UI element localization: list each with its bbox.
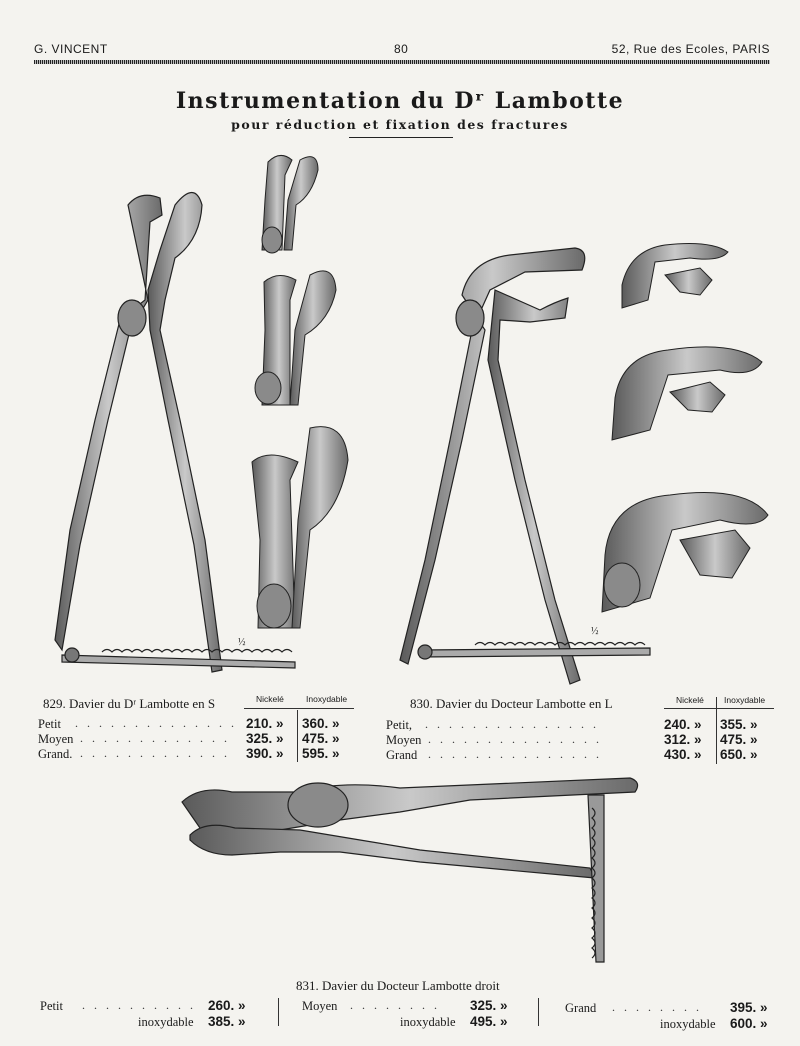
page-subtitle: pour réduction et fixation des fractures bbox=[231, 117, 569, 132]
row-label-830-grand: Grand bbox=[386, 748, 418, 762]
price-830-grand-nickele: 430. » bbox=[664, 747, 702, 762]
col-header-nickele-829: Nickelé bbox=[256, 694, 284, 704]
forceps-830-detail-large bbox=[602, 493, 768, 613]
row-label-831-moyen: Moyen bbox=[302, 999, 338, 1013]
caption-830: 830. Davier du Docteur Lambotte en L bbox=[410, 696, 613, 711]
header-left: G. VINCENT bbox=[34, 42, 108, 56]
leader-dots: . . . . . . . . . . . . . . . bbox=[428, 747, 602, 761]
row-label-829-moyen: Moyen bbox=[38, 732, 74, 746]
leader-dots: . . . . . . . . bbox=[612, 1000, 702, 1014]
leader-dots: . . . . . . . . . . . . . . bbox=[75, 716, 237, 730]
leader-dots: . . . . . . . . . . . . . bbox=[80, 731, 230, 745]
forceps-830-detail-small bbox=[622, 244, 728, 308]
price-829-petit-nickele: 210. » bbox=[246, 716, 284, 731]
caption-829: 829. Davier du Dʳ Lambotte en S bbox=[43, 696, 216, 711]
price-830-moyen-inox: 475. » bbox=[720, 732, 758, 747]
page-number: 80 bbox=[394, 42, 409, 56]
row-label-830-petit: Petit, bbox=[386, 718, 413, 732]
price-829-moyen-inox: 475. » bbox=[302, 731, 340, 746]
col-separator-829 bbox=[297, 710, 298, 762]
price-830-petit-nickele: 240. » bbox=[664, 717, 702, 732]
col-header-rule-830 bbox=[664, 708, 774, 709]
scale-mark-830: ½ bbox=[591, 626, 599, 637]
col-header-inox-830: Inoxydable bbox=[724, 695, 766, 705]
row-label-831-petit: Petit bbox=[40, 999, 63, 1013]
forceps-831-illustration bbox=[182, 778, 638, 962]
price-830-grand-inox: 650. » bbox=[720, 747, 758, 762]
leader-dots: . . . . . . . . bbox=[350, 998, 440, 1012]
forceps-830-illustration bbox=[400, 248, 650, 684]
forceps-830-detail-medium bbox=[612, 347, 762, 440]
page-title: Instrumentation du Dʳ Lambotte bbox=[175, 88, 625, 114]
row-separator-831-a bbox=[278, 998, 279, 1026]
leader-dots: . . . . . . . . . . . . . . . bbox=[425, 717, 599, 731]
row-label-829-petit: Petit bbox=[38, 717, 61, 731]
leader-dots: . . . . . . . . . . . . . . . bbox=[428, 732, 602, 746]
row-separator-831-b bbox=[538, 998, 539, 1026]
inox-label-831-moyen: inoxydable bbox=[400, 1015, 456, 1029]
inox-label-831-grand: inoxydable bbox=[660, 1017, 716, 1031]
row-label-830-moyen: Moyen bbox=[386, 733, 422, 747]
scale-mark-829: ½ bbox=[238, 637, 246, 648]
forceps-829-detail-large bbox=[252, 427, 348, 628]
price-829-grand-nickele: 390. » bbox=[246, 746, 284, 761]
price-831-moyen: 325. » bbox=[470, 998, 508, 1013]
inox-label-831-petit: inoxydable bbox=[138, 1015, 194, 1029]
col-header-inox-829: Inoxydable bbox=[306, 694, 348, 704]
col-header-rule-829 bbox=[244, 708, 354, 709]
price-829-moyen-nickele: 325. » bbox=[246, 731, 284, 746]
col-separator-830 bbox=[716, 697, 717, 764]
col-header-nickele-830: Nickelé bbox=[676, 695, 704, 705]
price-830-moyen-nickele: 312. » bbox=[664, 732, 702, 747]
leader-dots: . . . . . . . . . . bbox=[82, 998, 196, 1012]
leader-dots: . . . . . . . . . . . . . bbox=[80, 746, 230, 760]
price-829-grand-inox: 595. » bbox=[302, 746, 340, 761]
forceps-829-detail-medium bbox=[255, 271, 336, 405]
row-label-829-grand: Grand. bbox=[38, 747, 73, 761]
price-831-grand: 395. » bbox=[730, 1000, 768, 1015]
price-830-petit-inox: 355. » bbox=[720, 717, 758, 732]
price-831-moyen-inox: 495. » bbox=[470, 1014, 508, 1029]
caption-831: 831. Davier du Docteur Lambotte droit bbox=[296, 978, 500, 993]
price-831-grand-inox: 600. » bbox=[730, 1016, 768, 1031]
row-label-831-grand: Grand bbox=[565, 1001, 597, 1015]
price-829-petit-inox: 360. » bbox=[302, 716, 340, 731]
price-831-petit: 260. » bbox=[208, 998, 246, 1013]
price-831-petit-inox: 385. » bbox=[208, 1014, 246, 1029]
forceps-829-detail-small bbox=[262, 155, 318, 253]
header-right: 52, Rue des Ecoles, PARIS bbox=[611, 42, 770, 56]
